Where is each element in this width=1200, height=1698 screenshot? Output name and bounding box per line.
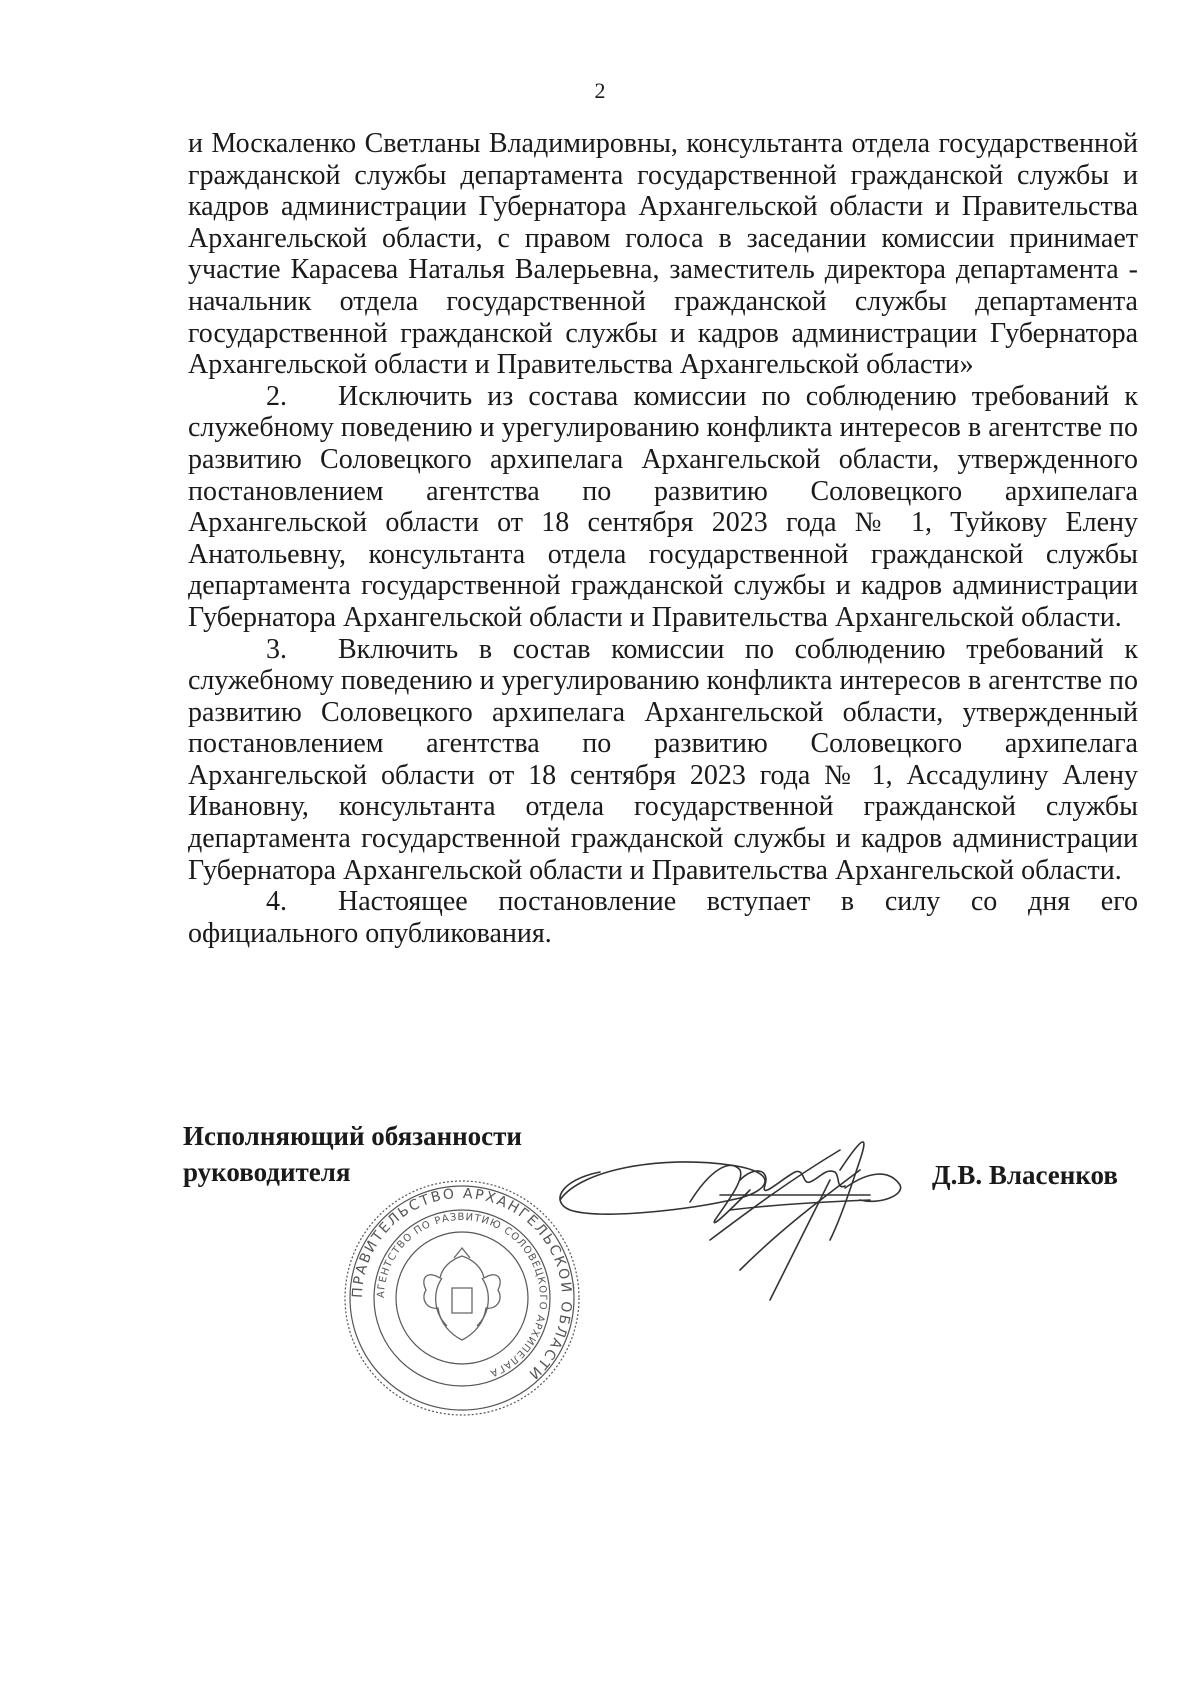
signatory-title-line1: Исполняющий обязанности <box>183 1121 522 1151</box>
signatory-name: Д.В. Власенков <box>932 1160 1118 1190</box>
official-seal <box>342 1178 582 1418</box>
paragraph-item-2 <box>188 381 1138 634</box>
handwritten-signature <box>540 1110 940 1310</box>
item-number: 3. <box>266 633 287 665</box>
item-text: Исключить из состава комиссии по соблюдению требований к служебному поведению и урегулированию конфликта интересов в агентстве по развитию Соловецкого архипелага Архангельской области, утвержденного постановлением агентства по развитию Соловецкого архипелага Архангельской области от 18 сентября 2023 года № 1, Туйкову Елену Анатольевну, консультанта отдела государственной гражданской службы департамента государственной гражданской службы и кадров администрации Губернатора Архангельской области и Правительства Архангельской области. <box>188 380 1138 633</box>
svg-text:АГЕНТСТВО ПО РАЗВИТИЮ СОЛОВЕЦК: АГЕНТСТВО ПО РАЗВИТИЮ СОЛОВЕЦКОГО АРХИПЕЛАГА <box>375 1211 549 1379</box>
item-text: Настоящее постановление вступает в силу со дня его официального опубликования. <box>188 886 1138 949</box>
svg-text:ПРАВИТЕЛЬСТВО АРХАНГЕЛЬСКОЙ ОБ: ПРАВИТЕЛЬСТВО АРХАНГЕЛЬСКОЙ ОБЛАСТИ <box>349 1185 575 1384</box>
paragraph-item-4 <box>188 886 1138 949</box>
signatory-title-line2: руководителя <box>183 1157 351 1187</box>
paragraph-item-3 <box>188 634 1138 887</box>
item-text: Включить в состав комиссии по соблюдению требований к служебному поведению и урегулированию конфликта интересов в агентстве по развитию Соловецкого архипелага Архангельской области, утвержденный постановлением агентства по развитию Соловецкого архипелага Архангельской области от 18 сентября 2023 года № 1, Ассадулину Алену Ивановну, консультанта отдела государственной гражданской службы департамента государственной гражданской службы и кадров администрации Губернатора Архангельской области и Правительства Архангельской области. <box>188 633 1138 886</box>
paragraph-continuation: и Москаленко Светланы Владимировны, консультанта отдела государственной гражданской службы департамента государственной гражданской службы и кадров администрации Губернатора Архангельской области и Правительства Архангельской области, с правом голоса в заседании комиссии принимает участие Карасева Наталья Валерьевна, заместитель директора департамента - начальник отдела государственной гражданской службы департамента государственной гражданской службы и кадров администрации Губернатора Архангельской области и Правительства Архангельской области» <box>188 128 1138 381</box>
document-body <box>188 128 1138 949</box>
item-number: 2. <box>266 380 287 412</box>
item-number: 4. <box>266 886 287 918</box>
page-number: 2 <box>594 78 606 103</box>
